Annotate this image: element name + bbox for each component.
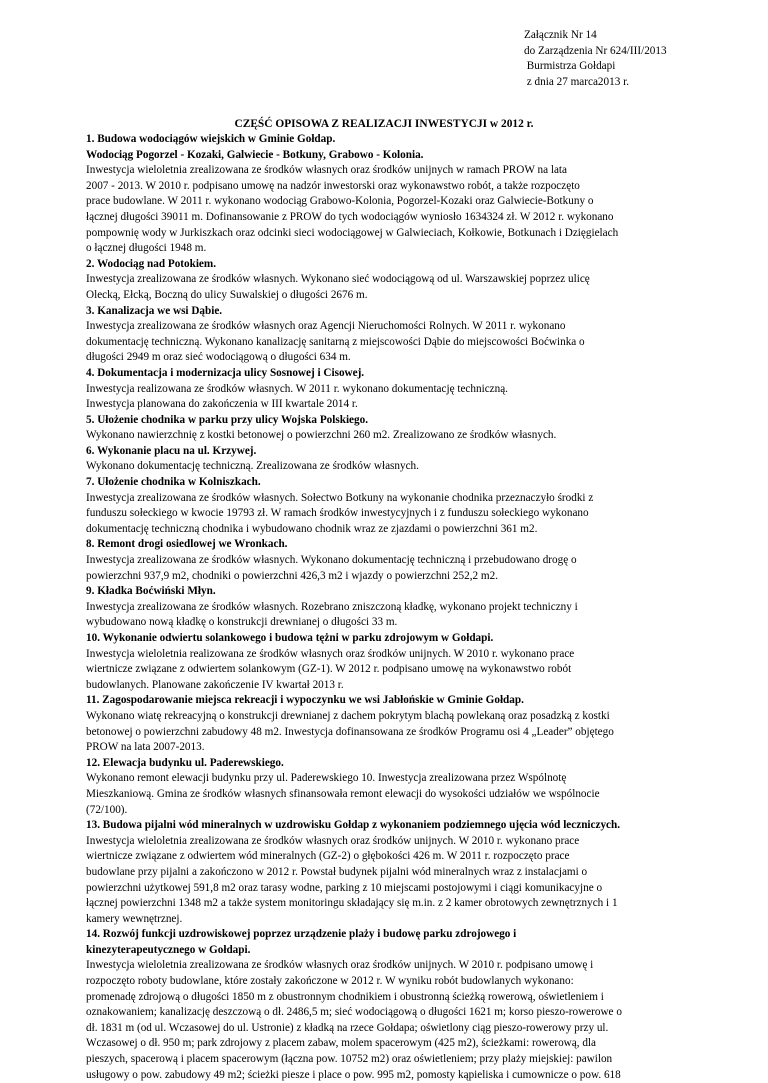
section-body: Inwestycja wieloletnia realizowana ze środków własnych oraz środków unijnych. W 2010 r. wykonano prace wiertnicze związane z odwiertem solankowym (GZ-1). W 2012 r. podpisano umowę na wykonawstwo robót budowlanych. Planowane zakończenie IV kwartał 2013 r. (86, 647, 575, 691)
attachment-line-2: do Zarządzenia Nr 624/III/2013 (524, 44, 667, 57)
section-heading: 2. Wodociąg nad Potokiem. (86, 257, 217, 270)
section-3 (86, 304, 758, 366)
document-title: CZĘŚĆ OPISOWA Z REALIZACJI INWESTYCJI w 2012 r. (234, 118, 534, 130)
section-14 (86, 927, 758, 1083)
attachment-line-1: Załącznik Nr 14 (524, 29, 597, 41)
section-body: Inwestycja zrealizowana ze środków własnych. Sołectwo Botkuny na wykonanie chodnika przeznaczyło środki z funduszu sołeckiego w kwocie 19793 zł. W ramach środków inwestycyjnych i z funduszu sołeckiego wykonano dokumentację techniczną chodnika i wybudowano chodnik wraz ze zjazdami o powierzchni 361 m2. (86, 491, 594, 535)
section-body: Wykonano nawierzchnię z kostki betonowej o powierzchni 260 m2. Zrealizowano ze środków własnych. (86, 429, 557, 442)
section-heading: 7. Ułożenie chodnika w Kolniszkach. (86, 476, 261, 489)
section-11 (86, 693, 758, 755)
section-heading: 13. Budowa pijalni wód mineralnych w uzdrowisku Gołdap z wykonaniem podziemnego ujęcia wód leczniczych. (86, 819, 621, 832)
section-body: Wykonano dokumentację techniczną. Zrealizowana ze środków własnych. (86, 460, 419, 473)
section-heading: 1. Budowa wodociągów wiejskich w Gminie Gołdap. Wodociąg Pogorzel - Kozaki, Galwiecie - Botkuny, Grabowo - Kolonia. (86, 133, 424, 161)
attachment-line-3: Burmistrza Gołdapi (524, 60, 616, 73)
section-heading: 9. Kładka Boćwiński Młyn. (86, 585, 216, 598)
attachment-note (524, 28, 667, 90)
section-body: Inwestycja zrealizowana ze środków własnych oraz Agencji Nieruchomości Rolnych. W 2011 r. wykonano dokumentację techniczną. Wykonano kanalizację sanitarną z miejscowości Dąbie do miejscowości Boćwinka o długości 2949 m oraz sieć wodociągową o długości 634 m. (86, 320, 585, 364)
section-body: Inwestycja zrealizowana ze środków własnych. Rozebrano zniszczoną kładkę, wykonano projekt techniczny i wybudowano nową kładkę o konstrukcji drewnianej o długości 33 m. (86, 600, 578, 629)
document-body (86, 132, 758, 1083)
section-heading: 10. Wykonanie odwiertu solankowego i budowa tężni w parku zdrojowym w Gołdapi. (86, 632, 494, 644)
section-heading: 3. Kanalizacja we wsi Dąbie. (86, 304, 223, 317)
section-body: Wykonano wiatę rekreacyjną o konstrukcji drewnianej z dachem pokrytym blachą powlekaną oraz posadzką z kostki betonowej o powierzchni zabudowy 48 m2. Inwestycja dofinansowana ze środków Programu osi 4 „Leader” objętego PROW na lata 2007-2013. (86, 709, 614, 754)
attachment-line-4: z dnia 27 marca2013 r. (524, 75, 630, 88)
section-heading: 8. Remont drogi osiedlowej we Wronkach. (86, 538, 288, 551)
section-heading: 14. Rozwój funkcji uzdrowiskowej poprzez urządzenie plaży i budowę parku zdrojowego i kinezyterapeutycznego w Gołdapi. (86, 928, 517, 956)
section-13 (86, 818, 758, 927)
section-body: Inwestycja wieloletnia zrealizowana ze środków własnych oraz środków unijnych. W 2010 r. podpisano umowę i rozpoczęto roboty budowlane, które zostały zakończone w 2012 r. W wyniku robót budowlanych wykonano: promenadę zdrojową o długości 1850 m z obustronnym chodnikiem i obustronną ścieżką rowerową, oświetleniem i oznakowaniem; kanalizację deszczową o dł. 2486,5 m; sieć wodociągową o długości 1621 m; korso pieszo-rowerowe o dł. 1831 m (od ul. Wczasowej do ul. Ustronie) z kładką na rzece Gołdapa; oświetlony ciąg pieszo-rowerowy przy ul. Wczasowej o dł. 950 m; park zdrojowy z placem zabaw, molem spacerowym (425 m2), ścieżkami: rowerową, dla pieszych, spacerową i placem spacerowym (łączna pow. 10752 m2) oraz oświetleniem; przy plaży miejskiej: pawilon usługowy o pow. zabudowy 49 m2; ścieżki piesze i place o pow. 995 m2, pomosty kąpieliska i cumownicze o pow. 618 (86, 959, 622, 1081)
section-8 (86, 537, 758, 584)
section-body: Inwestycja zrealizowana ze środków własnych. Wykonano sieć wodociągową od ul. Warszawskiej poprzez ulicę Olecką, Ełcką, Boczną do ulicy Suwalskiej o długości 2676 m. (86, 273, 590, 301)
section-body: Inwestycja zrealizowana ze środków własnych. Wykonano dokumentację techniczną i przebudowano drogę o powierzchni 937,9 m2, chodniki o powierzchni 426,3 m2 i wjazdy o powierzchni 252,2 m2. (86, 554, 577, 582)
section-body: Inwestycja wieloletnia zrealizowana ze środków własnych oraz środków unijnych. W 2010 r. wykonano prace wiertnicze związane z odwiertem wód mineralnych (GZ-2) o głębokości 426 m. W 2011 r. rozpoczęto prace budowlane przy pijalni a zakończono w 2012 r. Powstał budynek pijalni wód mineralnych wraz z instalacjami o powierzchni użytkowej 591,8 m2 oraz tarasy wodne, parking z 10 miejscami postojowymi i ciągi komunikacyjne o łącznej powierzchni 1348 m2 a także system monitoringu składający się m.in. z 2 kamer obrotowych zewnętrznych i 1 kamery wewnętrznej. (86, 834, 618, 925)
section-heading: 6. Wykonanie placu na ul. Krzywej. (86, 444, 257, 457)
section-1 (86, 132, 758, 257)
section-12 (86, 756, 758, 818)
section-heading: 11. Zagospodarowanie miejsca rekreacji i wypoczynku we wsi Jabłońskie w Gminie Gołdap. (86, 694, 524, 707)
section-body: Inwestycja realizowana ze środków własnych. W 2011 r. wykonano dokumentację techniczną. Inwestycja planowana do zakończenia w III kwartale 2014 r. (86, 382, 508, 411)
section-body: Wykonano remont elewacji budynku przy ul. Paderewskiego 10. Inwestycja zrealizowana przez Wspólnotę Mieszkaniową. Gmina ze środków własnych sfinansowała remont elewacji do wysokości udziałów we wspólnocie (72/100). (86, 772, 600, 816)
section-heading: 5. Ułożenie chodnika w parku przy ulicy Wojska Polskiego. (86, 413, 368, 426)
section-2 (86, 257, 758, 304)
section-heading: 4. Dokumentacja i modernizacja ulicy Sosnowej i Cisowej. (86, 366, 365, 379)
section-6 (86, 444, 758, 475)
section-10 (86, 631, 758, 693)
section-body: Inwestycja wieloletnia zrealizowana ze środków własnych oraz środków unijnych w ramach PROW na lata 2007 - 2013. W 2010 r. podpisano umowę na nadzór inwestorski oraz wykonawstwo robót, a także rozpoczęto prace budowlane. W 2011 r. wykonano wodociąg Grabowo-Kolonia, Pogorzel-Kozaki oraz Galwiecie-Botkuny o łącznej długości 39011 m. Dofinansowanie z PROW do tych wodociągów wyniosło 1634324 zł. W 2012 r. wykonano pompownię wody w Jurkiszkach oraz odcinki sieci wodociągowej w Galwieciach, Kołkowie, Botkunach i Dzięgielach o łącznej długości 1948 m. (86, 164, 619, 255)
section-4 (86, 366, 758, 413)
section-9 (86, 584, 758, 631)
section-5 (86, 413, 758, 444)
section-7 (86, 475, 758, 537)
section-heading: 12. Elewacja budynku ul. Paderewskiego. (86, 756, 284, 769)
